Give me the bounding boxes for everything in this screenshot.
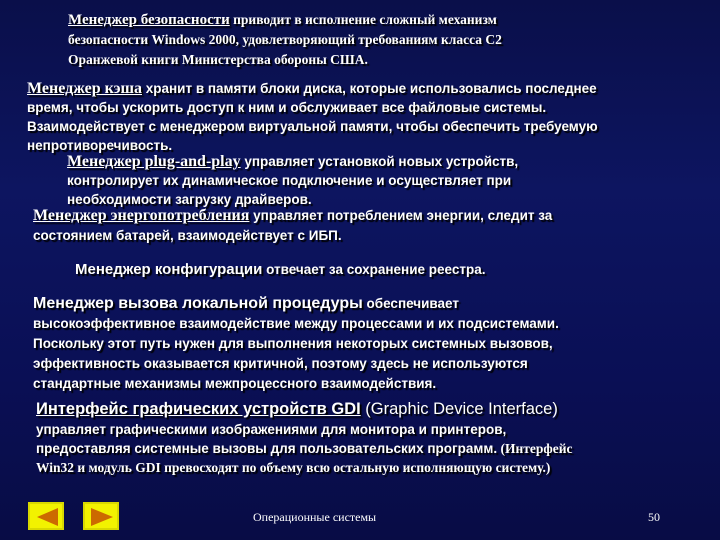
para-config-manager bbox=[75, 260, 485, 280]
term-lpc-manager: Менеджер вызова локальной процедуры bbox=[33, 295, 363, 312]
term-config-manager: Менеджер конфигурации bbox=[75, 261, 263, 278]
text: обеспечивает bbox=[362, 296, 459, 311]
text: Взаимодействует с менеджером виртуальной памяти, чтобы обеспечить требуемую bbox=[27, 119, 598, 134]
text: Поскольку этот путь нужен для выполнения некоторых системных вызовов, bbox=[33, 336, 553, 351]
text: безопасности Windows 2000, удовлетворяющий требованиям класса С2 bbox=[68, 32, 502, 47]
para-lpc-manager bbox=[33, 294, 559, 394]
text: контролирует их динамическое подключение и осуществляет при bbox=[67, 173, 512, 188]
left-triangle-icon bbox=[33, 506, 61, 528]
text: необходимости загрузку драйверов. bbox=[67, 192, 312, 207]
text: хранит в памяти блоки диска, которые использовались последнее bbox=[142, 81, 597, 96]
prev-slide-button[interactable] bbox=[28, 502, 64, 530]
text: управляет установкой новых устройств, bbox=[240, 154, 519, 169]
text: отвечает за сохранение реестра. bbox=[262, 262, 486, 277]
text: непротиворечивость. bbox=[27, 138, 173, 153]
para-cache-manager bbox=[27, 79, 598, 155]
para-power-manager bbox=[33, 206, 552, 246]
term-power-manager: Менеджер энергопотребления bbox=[33, 207, 250, 224]
text: управляет потреблением энергии, следит за bbox=[249, 208, 553, 223]
text: стандартные механизмы межпроцессного взаимодействия. bbox=[33, 376, 437, 391]
term-pnp-manager: Менеджер plug-and-play bbox=[67, 153, 241, 170]
text: управляет графическими изображениями для монитора и принтеров, bbox=[36, 422, 507, 437]
text: высокоэффективное взаимодействие между процессами и их подсистемами. bbox=[33, 316, 559, 331]
text: Win32 и модуль GDI превосходят по объему всю остальную исполняющую систему.) bbox=[36, 460, 551, 475]
para-gdi bbox=[36, 398, 573, 477]
text: Оранжевой книги Министерства обороны США. bbox=[68, 52, 368, 67]
term-gdi: Интерфейс графических устройств GDI bbox=[36, 400, 361, 418]
text: время, чтобы ускорить доступ к ним и обслуживает все файловые системы. bbox=[27, 100, 547, 115]
term-cache-manager: Менеджер кэша bbox=[27, 80, 143, 97]
text: предоставляя системные вызовы для пользовательских программ. bbox=[36, 441, 498, 456]
para-pnp-manager bbox=[67, 152, 518, 209]
text: (Интерфейс bbox=[497, 441, 573, 456]
next-slide-button[interactable] bbox=[83, 502, 119, 530]
term-security-manager: Менеджер безопасности bbox=[68, 12, 230, 28]
text: (Graphic Device Interface) bbox=[360, 400, 558, 418]
footer-course-title: Операционные системы bbox=[253, 510, 377, 524]
text: эффективность оказывается критичной, поэтому здесь не используются bbox=[33, 356, 528, 371]
page-number: 50 bbox=[648, 510, 660, 524]
text: приводит в исполнение сложный механизм bbox=[229, 12, 497, 27]
text: состоянием батарей, взаимодействует с ИБП. bbox=[33, 228, 342, 243]
right-triangle-icon bbox=[88, 506, 116, 528]
para-security-manager bbox=[68, 10, 502, 70]
